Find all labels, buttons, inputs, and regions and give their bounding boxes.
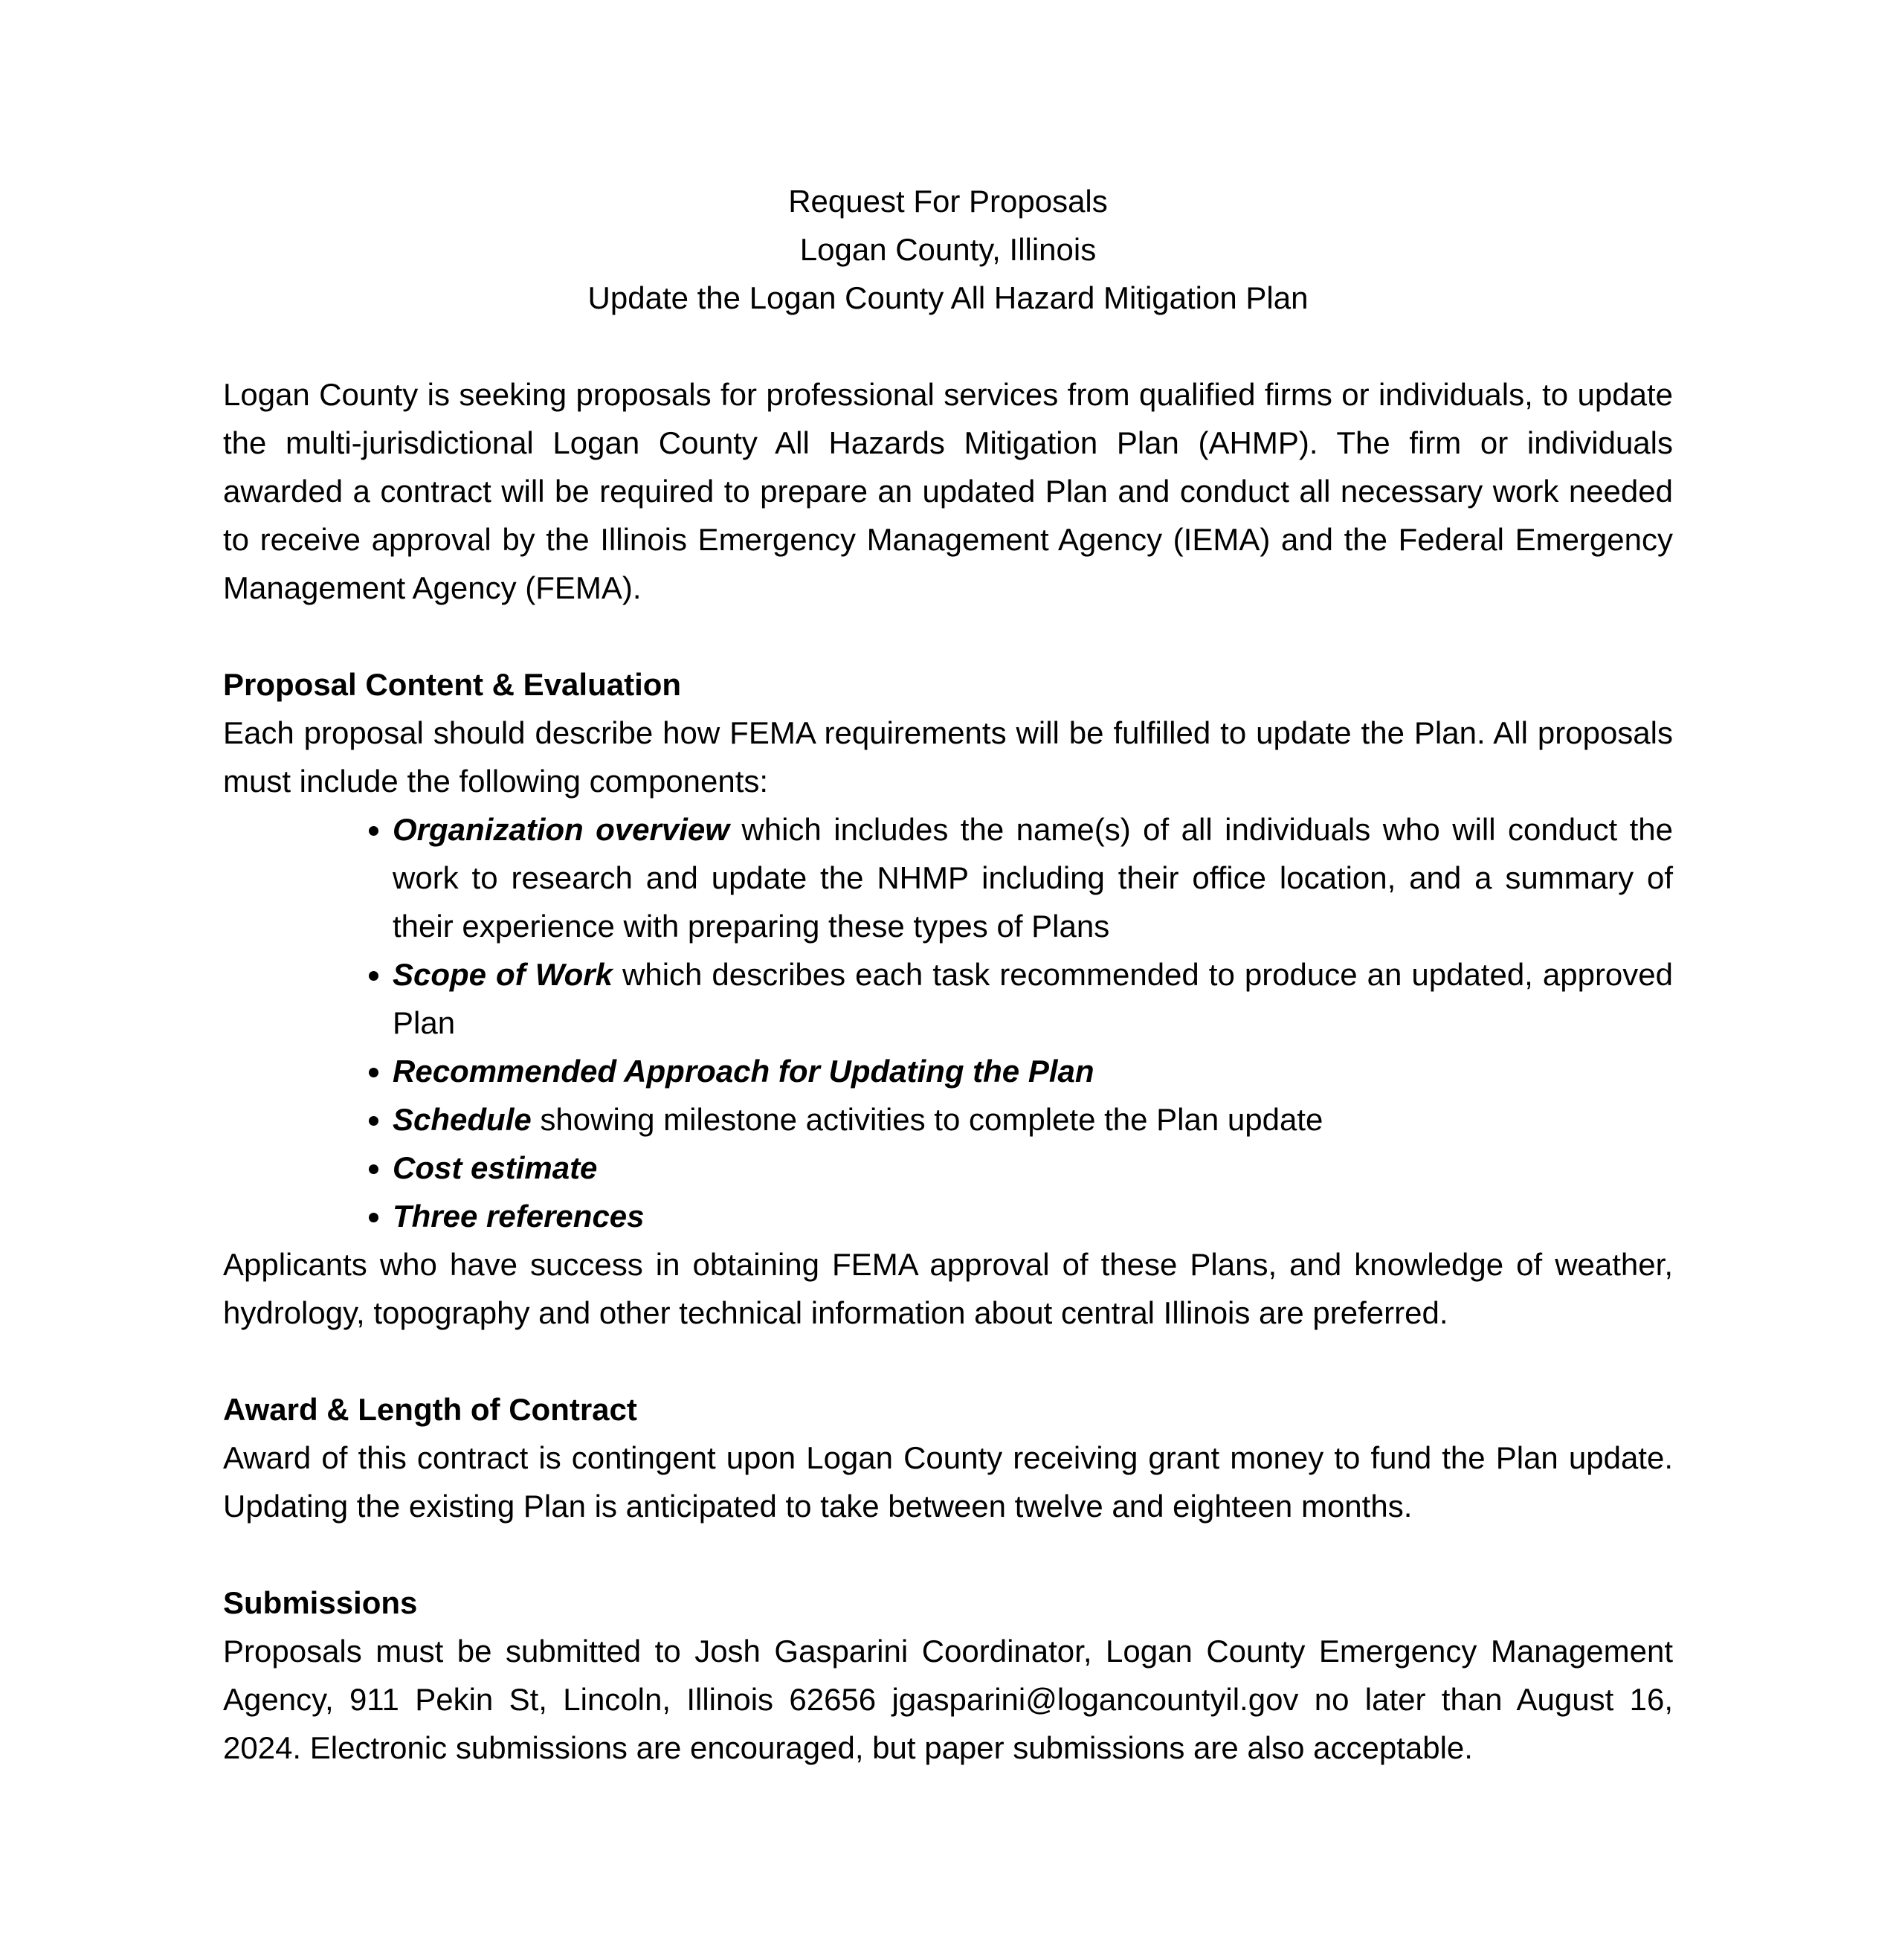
bullet-lead: Three references bbox=[393, 1199, 645, 1234]
intro-paragraph: Logan County is seeking proposals for professional services from qualified firms or individuals, to update the multi-jurisdictional Logan County All Hazards Mitigation Plan (AHMP). The firm or individuals awarded a contract will be required to prepare an updated Plan and conduct all necessary work needed to receive approval by the Illinois Emergency Management Agency (IEMA) and the Federal Emergency Management Agency (FEMA). bbox=[223, 377, 1673, 605]
list-item-recommended-approach bbox=[393, 1047, 1673, 1095]
list-item-three-references bbox=[393, 1192, 1673, 1240]
bullet-lead: Scope of Work bbox=[393, 957, 613, 992]
title-line-3: Update the Logan County All Hazard Mitigation Plan bbox=[587, 280, 1309, 315]
submission-email: jgasparini@logancountyil.gov bbox=[891, 1682, 1299, 1717]
title-line-2: Logan County, Illinois bbox=[799, 232, 1097, 267]
section-award bbox=[223, 1385, 1673, 1530]
proposal-components-list bbox=[223, 805, 1673, 1240]
proposal-content-heading: Proposal Content & Evaluation bbox=[223, 667, 682, 702]
title-line-1: Request For Proposals bbox=[788, 184, 1108, 219]
award-heading: Award & Length of Contract bbox=[223, 1392, 637, 1427]
bullet-lead: Organization overview bbox=[393, 812, 729, 847]
submissions-paragraph bbox=[223, 1627, 1673, 1772]
list-item-scope-of-work bbox=[393, 950, 1673, 1047]
bullet-text: showing milestone activities to complete the Plan update bbox=[540, 1102, 1323, 1137]
document-title-block bbox=[223, 177, 1673, 322]
submissions-heading: Submissions bbox=[223, 1585, 418, 1620]
bullet-text: which describes each task recommended to produce an updated, approved Plan bbox=[393, 957, 1674, 1040]
bullet-lead: Recommended Approach for Updating the Plan bbox=[393, 1054, 1094, 1089]
section-submissions bbox=[223, 1579, 1673, 1772]
bullet-text: which includes the name(s) of all individuals who will conduct the work to research and update the NHMP including their office location, and a summary of their experience with preparing these types of Plans bbox=[393, 812, 1673, 944]
applicants-paragraph: Applicants who have success in obtaining FEMA approval of these Plans, and knowledge of weather, hydrology, topography and other technical information about central Illinois are preferred. bbox=[223, 1247, 1673, 1330]
section-proposal-content bbox=[223, 660, 1673, 1240]
submissions-text-before-email: Proposals must be submitted to Josh Gasparini Coordinator, Logan County Emergency Management Agency, 911 Pekin St, Lincoln, Illinois 62656 bbox=[223, 1634, 1673, 1717]
bullet-lead: Schedule bbox=[393, 1102, 532, 1137]
list-item-cost-estimate bbox=[393, 1144, 1673, 1192]
list-item-organization-overview bbox=[393, 805, 1673, 950]
bullet-lead: Cost estimate bbox=[393, 1150, 598, 1185]
proposal-content-intro: Each proposal should describe how FEMA requirements will be fulfilled to update the Plan. All proposals must include the following components: bbox=[223, 715, 1673, 799]
award-paragraph: Award of this contract is contingent upon Logan County receiving grant money to fund the Plan update. Updating the existing Plan is anticipated to take between twelve and eighteen months. bbox=[223, 1440, 1673, 1524]
submissions-text-after-email: no later than August 16, 2024. Electronic submissions are encouraged, but paper submissions are also acceptable. bbox=[223, 1682, 1673, 1765]
list-item-schedule bbox=[393, 1095, 1673, 1144]
